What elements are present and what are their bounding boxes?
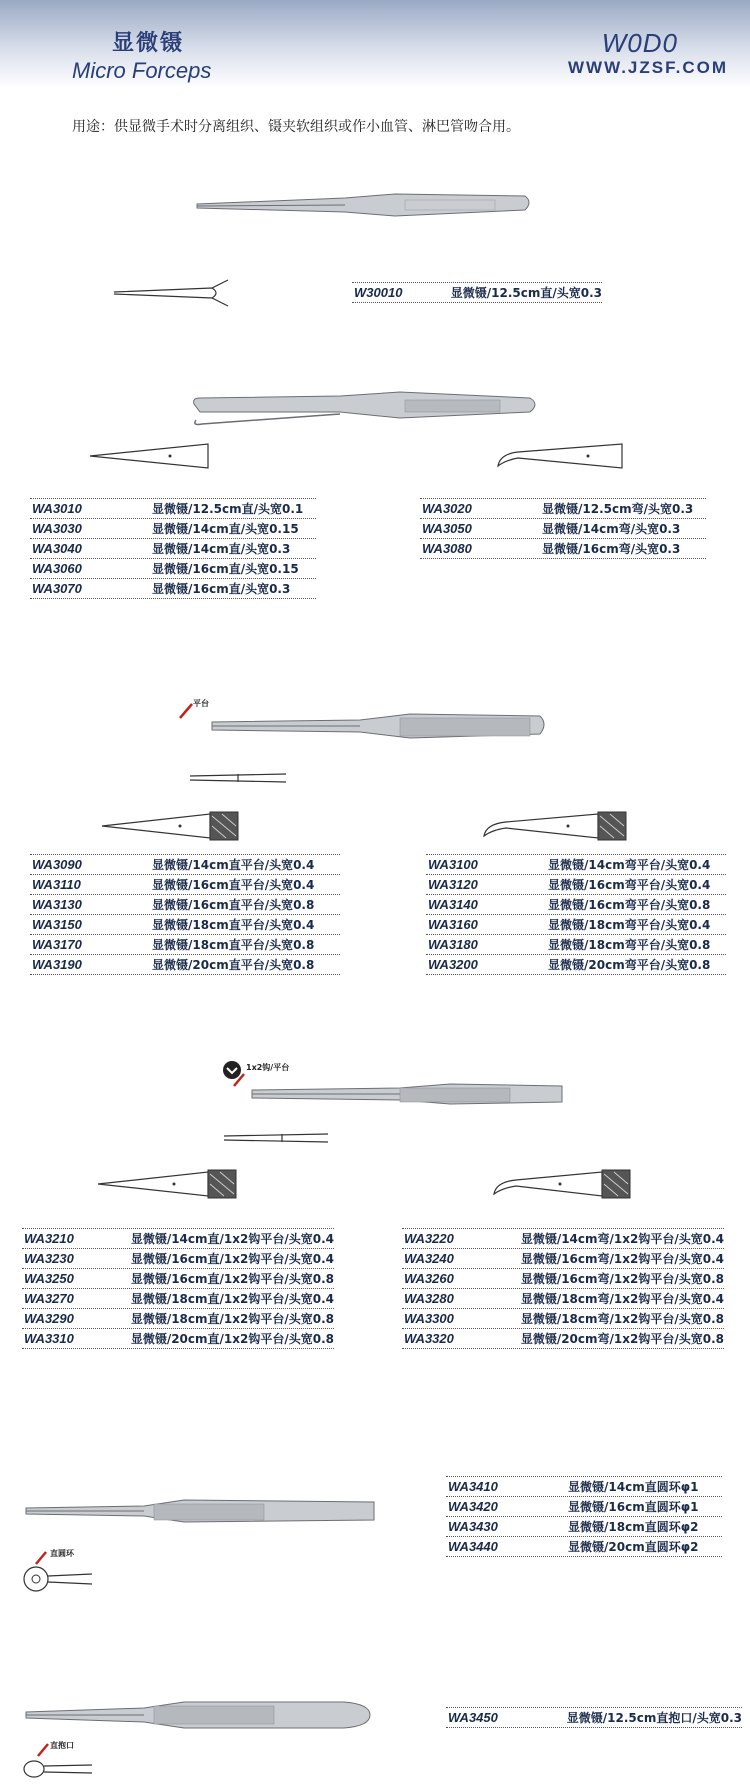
product-code: WA3030	[32, 521, 82, 536]
product-code: WA3420	[448, 1499, 498, 1514]
tip-diagram-hook-straight	[96, 1164, 238, 1200]
table-row	[30, 854, 340, 875]
forceps-photo-clasp	[24, 1698, 374, 1732]
product-description: 显微镊/14cm直/1x2钩平台/头宽0.4	[130, 1232, 334, 1246]
product-description: 显微镊/14cm直/头宽0.3	[152, 542, 291, 556]
code-table-w30010	[352, 282, 602, 303]
tip-diagram-platform-straight	[100, 806, 240, 842]
ring-label: 直圆环	[50, 1549, 74, 1558]
table-row	[30, 915, 340, 935]
table-row	[402, 1289, 724, 1309]
brand-logo: W0D0	[601, 28, 678, 58]
product-code: WA3080	[422, 541, 472, 556]
table-row	[426, 895, 726, 915]
platform-label: 平台	[193, 699, 209, 708]
product-code: WA3130	[32, 897, 82, 912]
product-description: 显微镊/14cm弯/1x2钩平台/头宽0.4	[520, 1232, 724, 1246]
product-description: 显微镊/16cm直圆环φ1	[568, 1500, 699, 1514]
tip-diagram-clasp	[22, 1758, 94, 1780]
code-table-hook-left	[22, 1228, 334, 1349]
product-code: WA3150	[32, 917, 82, 932]
product-description: 显微镊/20cm直/1x2钩平台/头宽0.8	[130, 1332, 334, 1346]
table-row	[420, 498, 706, 519]
product-description: 显微镊/12.5cm直/头宽0.3	[450, 286, 602, 300]
product-code: WA3120	[428, 877, 478, 892]
forceps-photo-w30010	[195, 190, 535, 226]
product-code: WA3300	[404, 1311, 454, 1326]
product-description: 显微镊/18cm直平台/头宽0.8	[152, 938, 315, 952]
table-row	[402, 1228, 724, 1249]
table-row	[22, 1309, 334, 1329]
table-row	[30, 875, 340, 895]
table-row	[30, 895, 340, 915]
table-row	[402, 1269, 724, 1289]
product-description: 显微镊/18cm直/1x2钩平台/头宽0.8	[130, 1312, 334, 1326]
table-row	[446, 1537, 722, 1557]
product-code: WA3110	[32, 877, 81, 892]
tip-diagram-straight	[88, 440, 218, 472]
product-code: WA3260	[404, 1271, 454, 1286]
product-description: 显微镊/18cm直平台/头宽0.4	[152, 918, 315, 932]
table-row	[30, 935, 340, 955]
product-code: WA3440	[448, 1539, 498, 1554]
product-description: 显微镊/16cm直/头宽0.3	[152, 582, 291, 596]
table-row	[446, 1517, 722, 1537]
table-row	[30, 559, 316, 579]
product-description: 显微镊/12.5cm直抱口/头宽0.3	[566, 1711, 742, 1725]
tip-diagram-w30010	[112, 278, 232, 308]
product-code: WA3060	[32, 561, 82, 576]
table-row	[426, 935, 726, 955]
tip-side-view-platform	[188, 770, 288, 786]
table-row	[402, 1309, 724, 1329]
product-code: WA3220	[404, 1231, 454, 1246]
product-description: 显微镊/14cm弯/头宽0.3	[542, 522, 681, 536]
product-code: WA3090	[32, 857, 82, 872]
product-code: WA3320	[404, 1331, 454, 1346]
product-description: 显微镊/12.5cm弯/头宽0.3	[542, 502, 694, 516]
product-code: WA3250	[24, 1271, 74, 1286]
table-row	[30, 579, 316, 599]
table-row	[420, 519, 706, 539]
product-description: 显微镊/20cm直平台/头宽0.8	[152, 958, 315, 972]
tip-diagram-platform-curved	[480, 806, 630, 842]
product-code: WA3200	[428, 957, 478, 972]
product-description: 显微镊/18cm直圆环φ2	[568, 1520, 699, 1534]
product-description: 显微镊/16cm弯平台/头宽0.4	[548, 878, 711, 892]
table-row	[446, 1476, 722, 1497]
product-code: WA3160	[428, 917, 478, 932]
tip-diagram-hook-curved	[490, 1164, 632, 1200]
product-code: WA3450	[448, 1710, 498, 1725]
product-description: 显微镊/18cm弯/1x2钩平台/头宽0.8	[520, 1312, 724, 1326]
tip-diagram-curved	[492, 440, 632, 472]
table-row	[30, 955, 340, 975]
product-description: 显微镊/14cm直平台/头宽0.4	[152, 858, 315, 872]
product-description: 显微镊/16cm直/头宽0.15	[152, 562, 299, 576]
table-row	[30, 498, 316, 519]
product-code: WA3430	[448, 1519, 498, 1534]
table-row	[402, 1249, 724, 1269]
table-row	[420, 539, 706, 559]
product-code: WA3410	[448, 1479, 498, 1494]
table-row	[22, 1289, 334, 1309]
product-description: 显微镊/16cm直平台/头宽0.4	[152, 878, 315, 892]
table-row	[446, 1707, 742, 1728]
product-description: 显微镊/18cm弯平台/头宽0.8	[548, 938, 711, 952]
product-code: WA3070	[32, 581, 82, 596]
code-table-wa30xx-left	[30, 498, 316, 599]
product-description: 显微镊/14cm直圆环φ1	[568, 1480, 699, 1494]
tip-side-view-hook	[222, 1130, 332, 1146]
product-description: 显微镊/18cm直/1x2钩平台/头宽0.4	[130, 1292, 334, 1306]
code-table-platform-right	[426, 854, 726, 975]
table-row	[426, 955, 726, 975]
code-table-hook-right	[402, 1228, 724, 1349]
title-english: Micro Forceps	[72, 58, 212, 83]
product-code: WA3020	[422, 501, 472, 516]
product-code: WA3270	[24, 1291, 74, 1306]
hook-platform-label: 1x2钩/平台	[246, 1063, 290, 1072]
product-description: 显微镊/16cm弯平台/头宽0.8	[548, 898, 711, 912]
product-description: 显微镊/20cm弯/1x2钩平台/头宽0.8	[520, 1332, 724, 1346]
product-description: 显微镊/18cm弯/1x2钩平台/头宽0.4	[520, 1292, 724, 1306]
product-description: 显微镊/16cm直/1x2钩平台/头宽0.4	[130, 1252, 334, 1266]
product-code: WA3170	[32, 937, 82, 952]
code-table-wa30xx-right	[420, 498, 706, 559]
product-description: 显微镊/16cm直平台/头宽0.8	[152, 898, 315, 912]
code-table-ring	[446, 1476, 722, 1557]
table-row	[446, 1497, 722, 1517]
code-table-clasp	[446, 1707, 742, 1728]
forceps-photo-platform	[210, 710, 550, 744]
product-description: 显微镊/20cm直圆环φ2	[568, 1540, 699, 1554]
product-code: WA3050	[422, 521, 472, 536]
pointer-arrow-hook	[232, 1072, 248, 1088]
table-row	[22, 1249, 334, 1269]
table-row	[402, 1329, 724, 1349]
product-description: 显微镊/12.5cm直/头宽0.1	[152, 502, 304, 516]
title-chinese: 显微镊	[112, 31, 185, 56]
table-row	[426, 875, 726, 895]
usage-description: 用途：供显微手术时分离组织、镊夹软组织或作小血管、淋巴管吻合用。	[72, 119, 520, 135]
forceps-photo-wa30xx	[190, 390, 545, 432]
product-code: WA3240	[404, 1251, 454, 1266]
table-row	[352, 282, 602, 303]
clasp-label: 直抱口	[50, 1741, 74, 1750]
product-code: WA3100	[428, 857, 478, 872]
product-description: 显微镊/14cm弯平台/头宽0.4	[548, 858, 711, 872]
product-code: WA3040	[32, 541, 82, 556]
code-table-platform-left	[30, 854, 340, 975]
product-code: WA3310	[24, 1331, 74, 1346]
product-code: WA3290	[24, 1311, 74, 1326]
forceps-photo-hook	[250, 1080, 570, 1110]
table-row	[22, 1329, 334, 1349]
product-description: 显微镊/16cm弯/1x2钩平台/头宽0.8	[520, 1272, 724, 1286]
product-code: WA3010	[32, 501, 82, 516]
product-code: WA3180	[428, 937, 478, 952]
table-row	[30, 539, 316, 559]
product-description: 显微镊/20cm弯平台/头宽0.8	[548, 958, 711, 972]
product-description: 显微镊/16cm直/1x2钩平台/头宽0.8	[130, 1272, 334, 1286]
product-code: WA3140	[428, 897, 478, 912]
product-description: 显微镊/14cm直/头宽0.15	[152, 522, 299, 536]
product-code: W30010	[354, 285, 403, 300]
product-code: WA3190	[32, 957, 82, 972]
tip-diagram-ring	[22, 1564, 94, 1594]
product-code: WA3210	[24, 1231, 74, 1246]
table-row	[22, 1269, 334, 1289]
table-row	[426, 854, 726, 875]
website-url: WWW.JZSF.COM	[568, 58, 728, 77]
product-description: 显微镊/18cm弯平台/头宽0.4	[548, 918, 711, 932]
product-code: WA3230	[24, 1251, 74, 1266]
product-code: WA3280	[404, 1291, 454, 1306]
table-row	[22, 1228, 334, 1249]
table-row	[426, 915, 726, 935]
product-description: 显微镊/16cm弯/1x2钩平台/头宽0.4	[520, 1252, 724, 1266]
product-description: 显微镊/16cm弯/头宽0.3	[542, 542, 681, 556]
forceps-photo-ring	[24, 1496, 380, 1526]
table-row	[30, 519, 316, 539]
